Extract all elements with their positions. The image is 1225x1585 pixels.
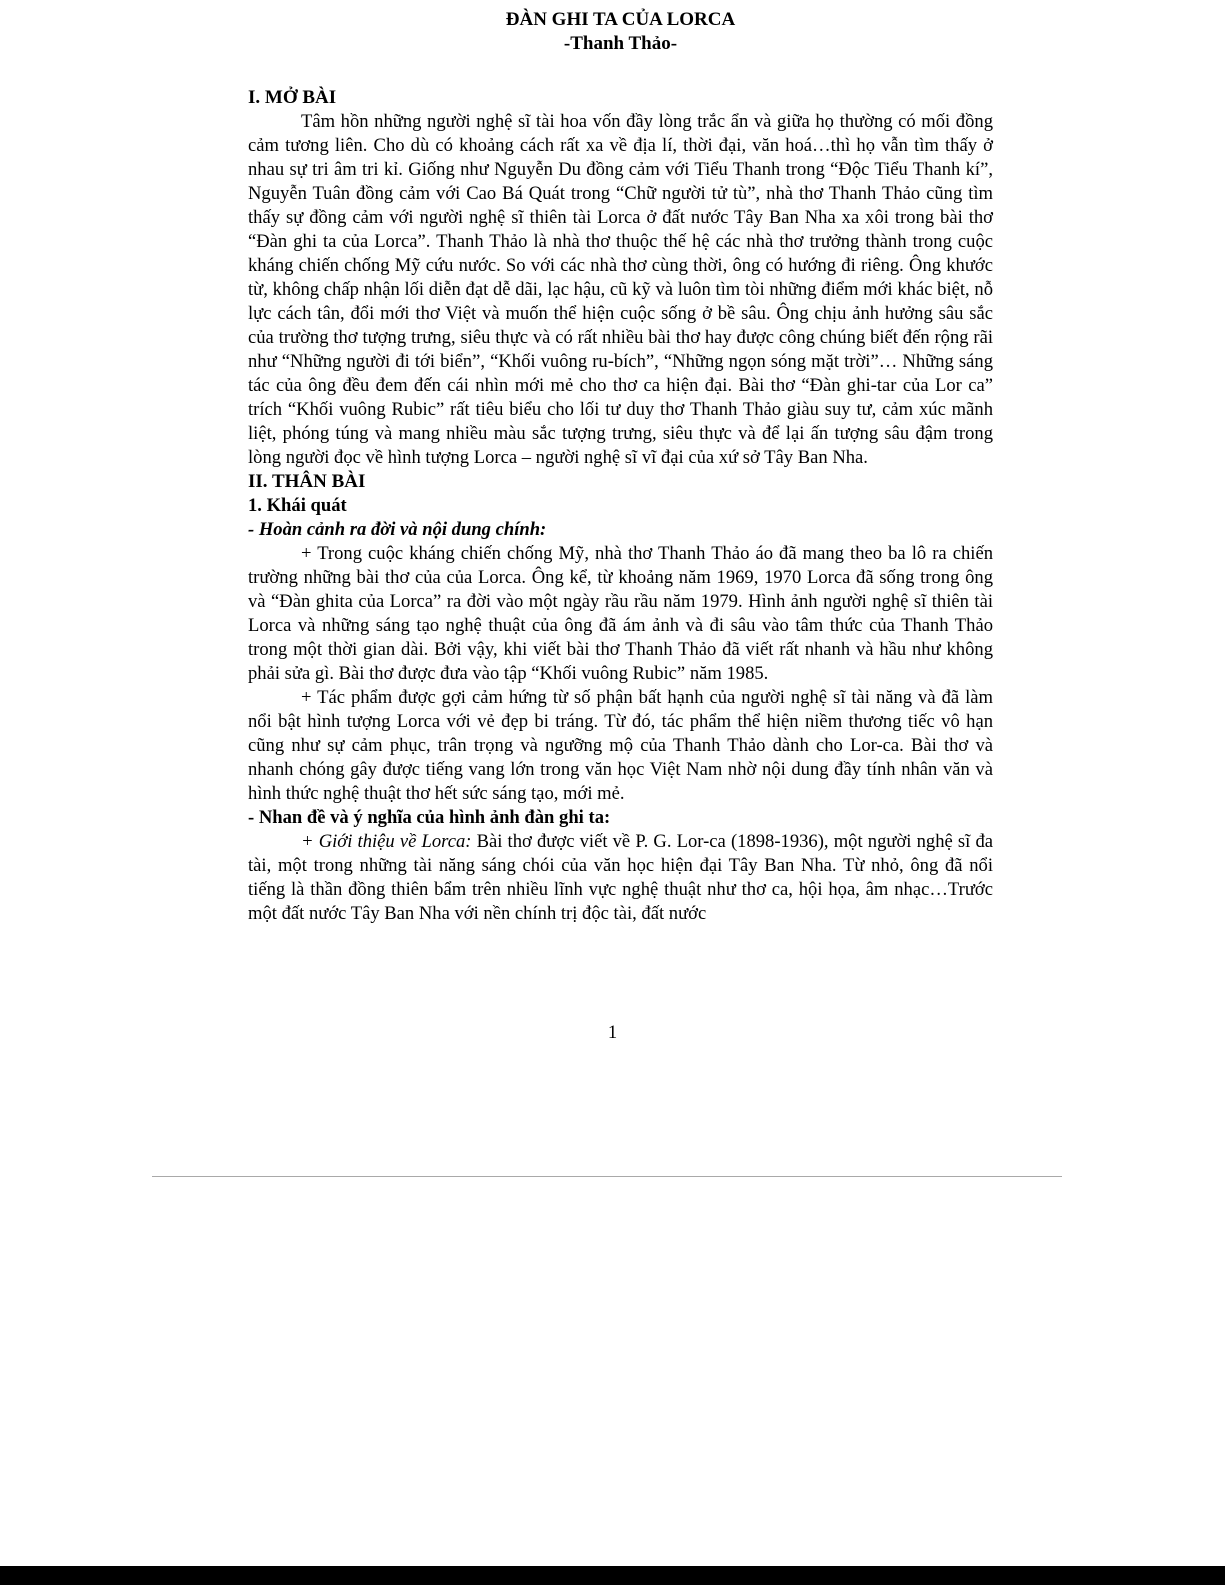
title-meaning-heading: - Nhan đề và ý nghĩa của hình ảnh đàn ghi ta: bbox=[248, 807, 611, 828]
body-heading: II. THÂN BÀI bbox=[248, 471, 366, 492]
context-paragraph-1: + Trong cuộc kháng chiến chống Mỹ, nhà thơ Thanh Thảo áo đã mang theo ba lô ra chiến trường những bài thơ của của Lorca. Ông kể, từ khoảng năm 1969, 1970 Lorca đã sống trong ông và “Đàn ghita của Lorca” ra đời vào một ngày rầu rầu năm 1979. Hình ảnh người nghệ sĩ thiên tài Lorca và những sáng tạo nghệ thuật của ông đã ám ảnh và đi sâu vào tâm thức của Thanh Thảo trong một thời gian dài. Bởi vậy, khi viết bài thơ Thanh Thảo đã viết rất nhanh và hầu như không phải sửa gì. Bài thơ được đưa vào tập “Khối vuông Rubic” năm 1985. bbox=[248, 543, 993, 684]
page-content bbox=[248, 8, 993, 926]
intro-paragraph: Tâm hồn những người nghệ sĩ tài hoa vốn đầy lòng trắc ẩn và giữa họ thường có mối đồng cảm tương liên. Cho dù có khoảng cách rất xa về địa lí, thời đại, văn hoá…thì họ vẫn tìm thấy ở nhau sự tri âm tri kỉ. Giống như Nguyễn Du đồng cảm với Tiểu Thanh trong “Độc Tiểu Thanh kí”, Nguyễn Tuân đồng cảm với Cao Bá Quát trong “Chữ người tử tù”, nhà thơ Thanh Thảo cũng tìm thấy sự đồng cảm với người nghệ sĩ thiên tài Lorca ở đất nước Tây Ban Nha xa xôi trong bài thơ “Đàn ghi ta của Lorca”. Thanh Thảo là nhà thơ thuộc thế hệ các nhà thơ trưởng thành trong cuộc kháng chiến chống Mỹ cứu nước. So với các nhà thơ cùng thời, ông có hướng đi riêng. Ông khước từ, không chấp nhận lối diễn đạt dễ dãi, lạc hậu, cũ kỹ và luôn tìm tòi những điểm mới khác biệt, nỗ lực cách tân, đổi mới thơ Việt và muốn thể hiện cuộc sống ở bề sâu. Ông chịu ảnh hưởng sâu sắc của trường thơ tượng trưng, siêu thực và có rất nhiều bài thơ hay được công chúng biết đến rộng rãi như “Những người đi tới biển”, “Khối vuông ru-bích”, “Những ngọn sóng mặt trời”… Những sáng tác của ông đều đem đến cái nhìn mới mẻ cho thơ ca hiện đại. Bài thơ “Đàn ghi-tar của Lor ca” trích “Khối vuông Rubic” rất tiêu biểu cho lối tư duy thơ Thanh Thảo giàu suy tư, cảm xúc mãnh liệt, phóng túng và mang nhiều màu sắc tượng trưng, siêu thực và để lại ấn tượng sâu đậm trong lòng người đọc về hình tượng Lorca – người nghệ sĩ vĩ đại của xứ sở Tây Ban Nha. bbox=[248, 111, 993, 468]
document-author: -Thanh Thảo- bbox=[563, 33, 678, 54]
context-paragraph-2: + Tác phẩm được gợi cảm hứng từ số phận bất hạnh của người nghệ sĩ tài năng và đã làm nổi bật hình tượng Lorca với vẻ đẹp bi tráng. Từ đó, tác phẩm thể hiện niềm thương tiếc vô hạn cũng như sự cảm phục, trân trọng và ngưỡng mộ của Thanh Thảo dành cho Lor-ca. Bài thơ và nhanh chóng gây được tiếng vang lớn trong văn học Việt Nam nhờ nội dung đầy tính nhân văn và hình thức nghệ thuật thơ hết sức sáng tạo, mới mẻ. bbox=[248, 687, 993, 804]
overview-heading: 1. Khái quát bbox=[248, 495, 347, 516]
intro-heading: I. MỞ BÀI bbox=[248, 87, 337, 108]
lorca-intro-text: Bài thơ được viết về P. G. Lor-ca (1898-1936), một người nghệ sĩ đa tài, một trong những tài năng sáng chói của văn học hiện đại Tây Ban Nha. Từ nhỏ, ông đã nổi tiếng là thần đồng thiên bẩm trên nhiều lĩnh vực nghệ thuật như thơ ca, hội họa, âm nhạc…Trước một đất nước Tây Ban Nha với nền chính trị độc tài, đất nước bbox=[248, 831, 993, 924]
context-heading: - Hoàn cảnh ra đời và nội dung chính: bbox=[248, 519, 547, 540]
lorca-intro-paragraph bbox=[248, 830, 993, 926]
document-title: ĐÀN GHI TA CỦA LORCA bbox=[505, 9, 736, 30]
bottom-bar bbox=[0, 1566, 1225, 1585]
lorca-intro-label: + Giới thiệu về Lorca: bbox=[301, 831, 472, 852]
page-number: 1 bbox=[607, 1022, 618, 1043]
page-divider bbox=[152, 1176, 1062, 1177]
